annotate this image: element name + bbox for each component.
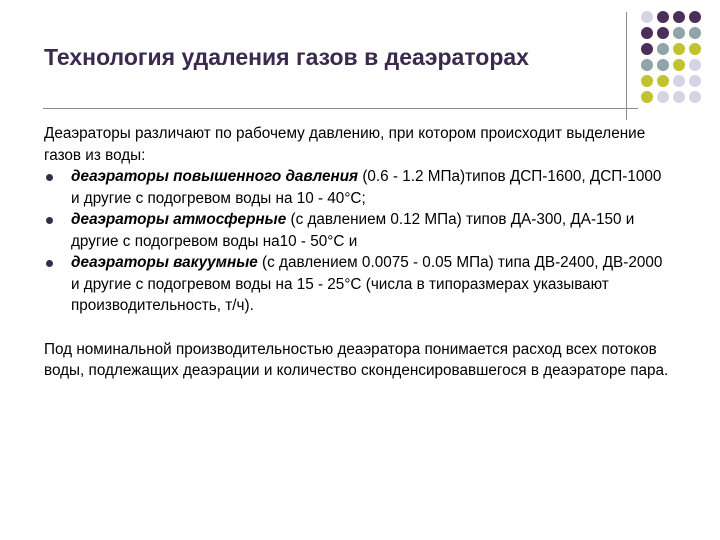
bullet-item (44, 166, 674, 209)
decorative-dot (641, 59, 653, 71)
decorative-dot (657, 11, 669, 23)
decorative-dot (673, 11, 685, 23)
decorative-dot (673, 91, 685, 103)
intro-text: Деаэраторы различают по рабочему давлению, при котором происходит выделение газов из воды: (44, 125, 646, 164)
bullet-text: (0.6 - 1.2 МПа)типов ДСП-1600, ДСП-1000 и другие с подогревом воды на 10 - 40°С; (71, 168, 662, 207)
bullet-dot-icon (46, 260, 53, 267)
decorative-dot (689, 27, 701, 39)
vertical-divider (626, 12, 627, 120)
decorative-dot (689, 75, 701, 87)
decorative-dot (657, 91, 669, 103)
decorative-dot (657, 59, 669, 71)
decorative-dot (657, 75, 669, 87)
bullet-term: деаэраторы атмосферные (71, 211, 287, 228)
title-divider (43, 108, 638, 109)
decorative-dot-grid (641, 11, 713, 111)
bullet-item (44, 252, 674, 317)
bullet-dot-icon (46, 174, 53, 181)
decorative-dot (673, 43, 685, 55)
decorative-dot (641, 43, 653, 55)
bullet-text: (с давлением 0.0075 - 0.05 МПа) типа ДВ-2400, ДВ-2000 и другие с подогревом воды на 15 - 25°С (числа в типоразмерах указывают производительность, т/ч). (71, 254, 663, 314)
bullet-term: деаэраторы повышенного давления (71, 168, 359, 185)
bullet-text: (с давлением 0.12 МПа) типов ДА-300, ДА-150 и другие с подогревом воды на10 - 50°С и (71, 211, 635, 250)
decorative-dot (689, 91, 701, 103)
decorative-dot (689, 43, 701, 55)
slide-body (44, 123, 674, 382)
paragraph-2: Под номинальной производительностью деаэратора понимается расход всех потоков воды, подлежащих деаэрации и количество сконденсировавшегося в деаэраторе пара. (44, 340, 669, 379)
decorative-dot (689, 59, 701, 71)
decorative-dot (657, 27, 669, 39)
decorative-dot (641, 75, 653, 87)
decorative-dot (657, 43, 669, 55)
decorative-dot (641, 27, 653, 39)
bullet-dot-icon (46, 217, 53, 224)
decorative-dot (673, 75, 685, 87)
decorative-dot (641, 11, 653, 23)
bullet-list (44, 166, 674, 317)
decorative-dot (689, 11, 701, 23)
slide-title: Технология удаления газов в деаэраторах (44, 44, 529, 70)
decorative-dot (673, 27, 685, 39)
decorative-dot (673, 59, 685, 71)
decorative-dot (641, 91, 653, 103)
bullet-term: деаэраторы вакуумные (71, 254, 258, 271)
bullet-item (44, 209, 674, 252)
